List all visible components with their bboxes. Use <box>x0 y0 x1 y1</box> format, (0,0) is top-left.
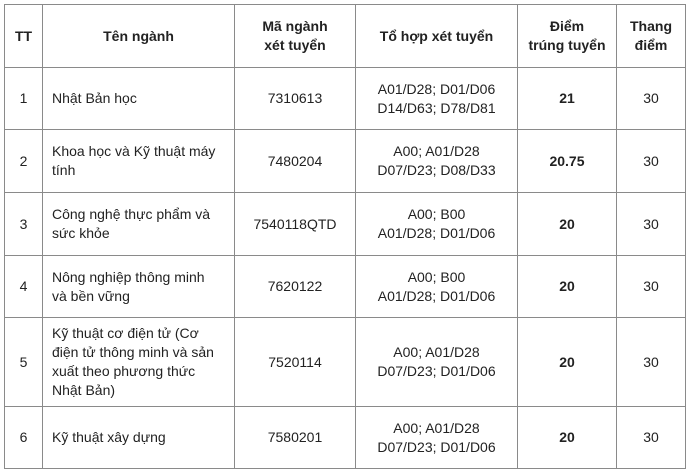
header-scale-line: điểm <box>634 37 668 53</box>
row-combo-line: A00; A01/D28 <box>393 344 480 360</box>
row-score: 20 <box>518 407 617 469</box>
row-score: 20 <box>518 318 617 407</box>
table-row <box>5 68 686 130</box>
row-name-line: Kỹ thuật xây dựng <box>52 429 166 445</box>
row-code: 7310613 <box>235 68 356 130</box>
row-name-line: điện tử thông minh và sản <box>52 344 214 360</box>
header-tt: TT <box>5 5 43 68</box>
row-name <box>43 130 235 193</box>
row-tt: 5 <box>5 318 43 407</box>
row-scale: 30 <box>617 193 686 256</box>
row-combo-line: A00; A01/D28 <box>393 419 480 436</box>
row-name <box>43 193 235 256</box>
row-combo <box>356 130 518 193</box>
row-combo <box>356 256 518 318</box>
row-code: 7540118QTD <box>235 193 356 256</box>
header-score-line: trúng tuyển <box>528 37 606 53</box>
row-combo-line: D07/D23; D08/D33 <box>377 162 496 178</box>
row-scale: 30 <box>617 130 686 193</box>
header-code-line: Mã ngành <box>262 18 328 34</box>
row-score: 20 <box>518 193 617 256</box>
row-name-line: tính <box>52 162 76 178</box>
row-combo-line: A00; B00 <box>407 268 466 285</box>
admission-scores-table <box>4 4 686 469</box>
row-combo-line: A01/D28; D01/D06 <box>377 80 496 97</box>
row-combo-line: A01/D28; D01/D06 <box>377 287 496 304</box>
header-score-line: Điểm <box>549 18 585 34</box>
row-name-line: Nhật Bản) <box>52 382 116 398</box>
row-code: 7580201 <box>235 407 356 469</box>
row-score: 21 <box>518 68 617 130</box>
row-tt: 3 <box>5 193 43 256</box>
row-name-line: Kỹ thuật cơ điện tử (Cơ <box>52 325 199 341</box>
row-name-line: xuất theo phương thức <box>52 363 196 379</box>
row-name-line: Nông nghiệp thông minh <box>52 268 205 285</box>
row-tt: 4 <box>5 256 43 318</box>
row-name-line: và bền vững <box>52 287 130 304</box>
row-combo <box>356 407 518 469</box>
row-scale: 30 <box>617 68 686 130</box>
row-name-line: Nhật Bản học <box>52 90 137 106</box>
row-score: 20.75 <box>518 130 617 193</box>
row-combo-line: D07/D23; D01/D06 <box>377 438 496 455</box>
row-scale: 30 <box>617 407 686 469</box>
table-row <box>5 130 686 193</box>
row-scale: 30 <box>617 256 686 318</box>
header-scale-line: Thang <box>630 18 672 34</box>
row-scale: 30 <box>617 318 686 407</box>
row-name <box>43 256 235 318</box>
row-combo <box>356 68 518 130</box>
table-row <box>5 256 686 318</box>
row-combo-line: A01/D28; D01/D06 <box>377 225 496 241</box>
row-combo <box>356 193 518 256</box>
header-combo: Tổ hợp xét tuyển <box>356 5 518 68</box>
row-score: 20 <box>518 256 617 318</box>
table-row <box>5 407 686 469</box>
row-code: 7480204 <box>235 130 356 193</box>
row-name <box>43 318 235 407</box>
row-name <box>43 68 235 130</box>
row-combo-line: D14/D63; D78/D81 <box>377 99 496 116</box>
row-name-line: Công nghệ thực phẩm và <box>52 206 211 222</box>
header-score <box>518 5 617 68</box>
row-tt: 2 <box>5 130 43 193</box>
row-name <box>43 407 235 469</box>
header-name: Tên ngành <box>43 5 235 68</box>
row-combo <box>356 318 518 407</box>
row-combo-line: D07/D23; D01/D06 <box>377 363 496 379</box>
row-tt: 6 <box>5 407 43 469</box>
header-code-line: xét tuyển <box>264 37 326 53</box>
header-code <box>235 5 356 68</box>
header-scale <box>617 5 686 68</box>
row-code: 7620122 <box>235 256 356 318</box>
row-name-line: Khoa học và Kỹ thuật máy <box>52 143 216 159</box>
row-code: 7520114 <box>235 318 356 407</box>
row-combo-line: A00; A01/D28 <box>393 143 480 159</box>
row-name-line: sức khỏe <box>52 225 110 241</box>
table-row <box>5 193 686 256</box>
table-row <box>5 318 686 407</box>
row-combo-line: A00; B00 <box>407 206 466 222</box>
row-tt: 1 <box>5 68 43 130</box>
header-row <box>5 5 686 68</box>
